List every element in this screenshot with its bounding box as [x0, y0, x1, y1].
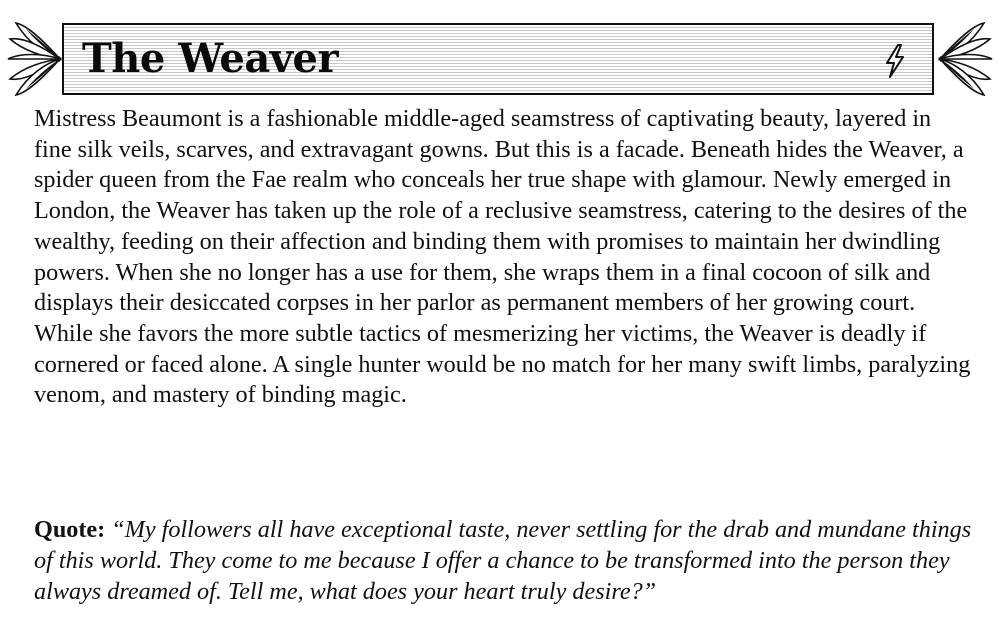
quote-label: Quote: [34, 516, 106, 543]
page-title: The Weaver [82, 35, 339, 82]
quote-text: “My followers all have exceptional taste, never settling for the drab and mundane things of this world. They come to me because I offer a chance to be transformed into the person they always dreamed of. Tell me, what does your heart truly desire?” [34, 516, 972, 605]
lightning-bolt-icon [882, 43, 908, 79]
left-ornament-icon [6, 15, 62, 103]
right-ornament-icon [938, 15, 994, 103]
description-paragraph: Mistress Beaumont is a fashionable middle-aged seamstress of captivating beauty, layered in fine silk veils, scarves, and extravagant gowns. But this is a facade. Beneath hides the Weaver, a spider queen from the Fae realm who conceals her true shape with glamour. Newly emerged in London, the Weaver has taken up the role of a reclusive seamstress, catering to the desires of the wealthy, feeding on their affection and binding them with promises to maintain her dwindling powers. When she no longer has a use for them, she wraps them in a final cocoon of silk and displays their desiccated corpses in her parlor as permanent members of her growing court. While she favors the more subtle tactics of mesmerizing her victims, the Weaver is deadly if cornered or faced alone. A single hunter would be no match for her many swift limbs, paralyzing venom, and mastery of binding magic. [34, 105, 971, 409]
quote-paragraph [34, 514, 974, 607]
title-banner [62, 23, 934, 95]
